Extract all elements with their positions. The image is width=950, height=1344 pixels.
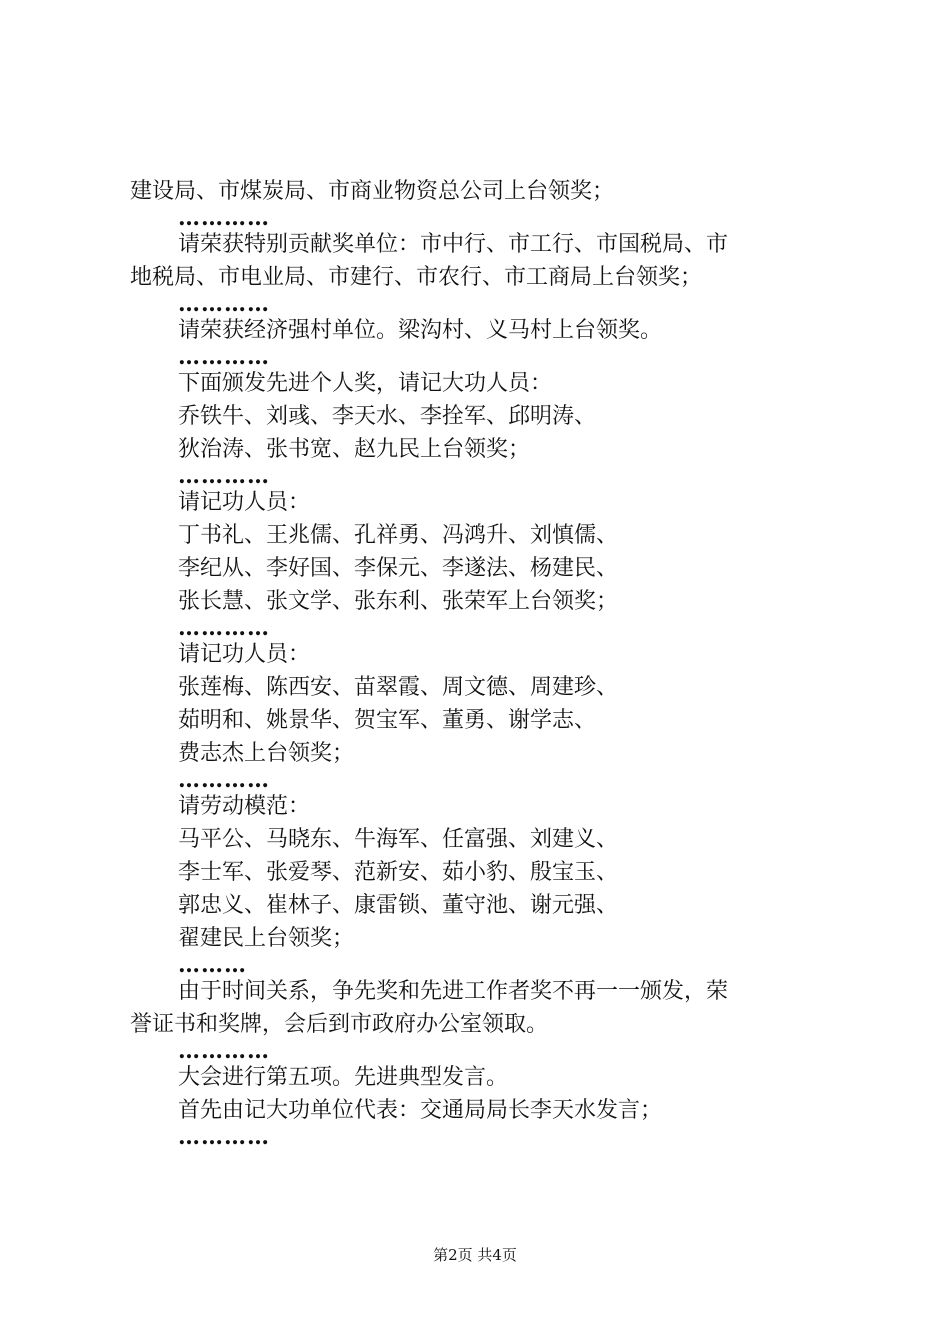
ellipsis-separator: ………… bbox=[178, 291, 270, 317]
document-body bbox=[130, 175, 830, 1150]
ellipsis-separator: ………… bbox=[178, 1038, 270, 1064]
ellipsis-separator: ………… bbox=[178, 767, 270, 793]
paragraph-line: 建设局、市煤炭局、市商业物资总公司上台领奖； bbox=[130, 179, 615, 204]
paragraph-line: 乔铁牛、刘彧、李天水、李拴军、邱明涛、 bbox=[178, 404, 597, 429]
page-footer: 第2页 共4页 bbox=[433, 1246, 517, 1264]
paragraph-line: 首先由记大功单位代表：交通局局长李天水发言； bbox=[178, 1098, 663, 1123]
ellipsis-separator: ………… bbox=[178, 615, 270, 641]
paragraph-line: 狄治涛、张书宽、赵九民上台领奖； bbox=[178, 437, 531, 462]
ellipsis-separator: ………… bbox=[178, 205, 270, 231]
paragraph-line: 请荣获特别贡献奖单位：市中行、市工行、市国税局、市 bbox=[178, 232, 729, 257]
paragraph-line: 大会进行第五项。先进典型发言。 bbox=[178, 1065, 509, 1090]
paragraph-line: 郭忠义、崔林子、康雷锁、董守池、谢元强、 bbox=[178, 893, 619, 918]
paragraph-line: 茹明和、姚景华、贺宝军、董勇、谢学志、 bbox=[178, 708, 597, 733]
paragraph-line: 请劳动模范： bbox=[178, 794, 311, 819]
paragraph-line: 请记功人员： bbox=[178, 642, 311, 667]
paragraph-line: 翟建民上台领奖； bbox=[178, 926, 355, 951]
paragraph-line: 请荣获经济强村单位。梁沟村、义马村上台领奖。 bbox=[178, 318, 663, 343]
paragraph-line: 地税局、市电业局、市建行、市农行、市工商局上台领奖； bbox=[130, 265, 703, 290]
paragraph-line: 张长慧、张文学、张东利、张荣军上台领奖； bbox=[178, 589, 619, 614]
paragraph-line: 李纪从、李好国、李保元、李遂法、杨建民、 bbox=[178, 556, 619, 581]
paragraph-line: 费志杰上台领奖； bbox=[178, 741, 355, 766]
paragraph-line: 丁书礼、王兆儒、孔祥勇、冯鸿升、刘慎儒、 bbox=[178, 523, 619, 548]
paragraph-line: 誉证书和奖牌，会后到市政府办公室领取。 bbox=[130, 1012, 549, 1037]
paragraph-line: 由于时间关系，争先奖和先进工作者奖不再一一颁发，荣 bbox=[178, 979, 729, 1004]
paragraph-line: 请记功人员： bbox=[178, 490, 311, 515]
ellipsis-separator: ………… bbox=[178, 344, 270, 370]
paragraph-line: 张莲梅、陈西安、苗翠霞、周文德、周建珍、 bbox=[178, 675, 619, 700]
paragraph-line: 下面颁发先进个人奖，请记大功人员： bbox=[178, 371, 553, 396]
ellipsis-separator: ……… bbox=[178, 952, 247, 978]
ellipsis-separator: ………… bbox=[178, 463, 270, 489]
paragraph-line: 马平公、马晓东、牛海军、任富强、刘建义、 bbox=[178, 827, 619, 852]
paragraph-line: 李士军、张爱琴、范新安、茹小豹、殷宝玉、 bbox=[178, 860, 619, 885]
ellipsis-separator: ………… bbox=[178, 1124, 270, 1150]
